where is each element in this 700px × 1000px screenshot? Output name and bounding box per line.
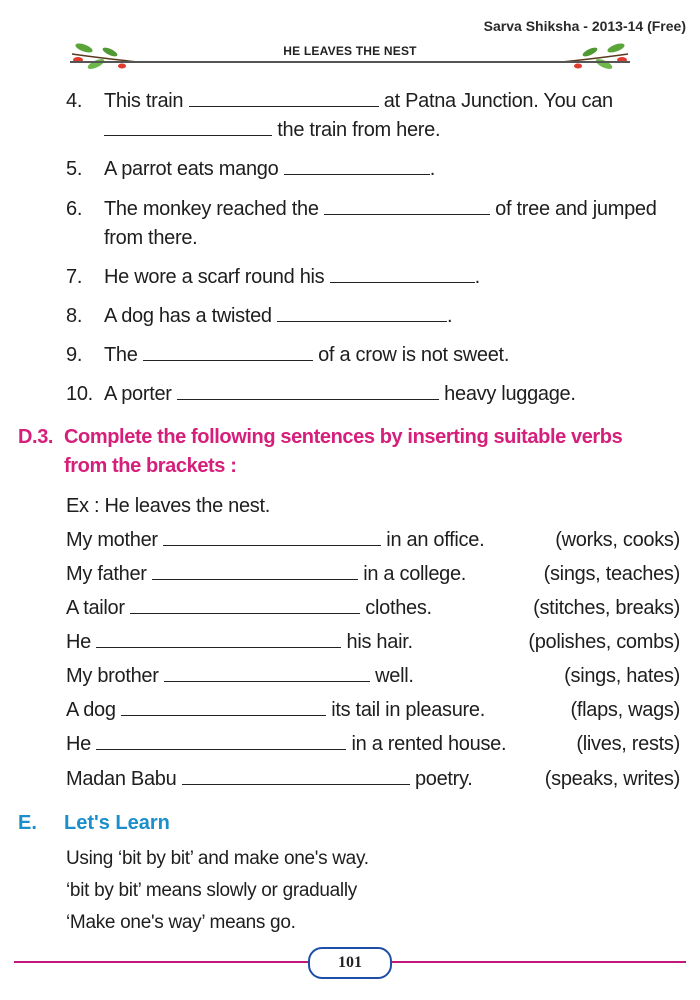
- answer-blank[interactable]: [164, 664, 370, 682]
- section-e-heading: E. Let's Learn: [18, 812, 170, 834]
- verb-row: A tailor clothes. (stitches, breaks): [66, 597, 680, 619]
- question-7: 7. He wore a scarf round his .: [66, 266, 480, 288]
- question-9: 9. The of a crow is not sweet.: [66, 344, 510, 366]
- verb-row: Madan Babu poetry. (speaks, writes): [66, 768, 680, 790]
- question-8: 8. A dog has a twisted .: [66, 305, 453, 327]
- answer-blank[interactable]: [163, 528, 381, 546]
- answer-blank[interactable]: [96, 630, 341, 648]
- answer-blank[interactable]: [96, 732, 346, 750]
- verb-row: He in a rented house. (lives, rests): [66, 733, 680, 755]
- chapter-title: HE LEAVES THE NEST: [283, 44, 417, 58]
- answer-blank[interactable]: [182, 767, 410, 785]
- book-series-header: Sarva Shiksha - 2013-14 (Free): [483, 18, 686, 34]
- answer-blank[interactable]: [330, 265, 475, 283]
- question-6: 6. The monkey reached the of tree and jumped from there.: [66, 198, 657, 249]
- answer-blank[interactable]: [284, 157, 430, 175]
- verb-row: My brother well. (sings, hates): [66, 665, 680, 687]
- page-number: 101: [308, 947, 392, 979]
- verb-row: A dog its tail in pleasure. (flaps, wags): [66, 699, 680, 721]
- verb-row: My mother in an office. (works, cooks): [66, 529, 680, 551]
- answer-blank[interactable]: [143, 343, 313, 361]
- answer-blank[interactable]: [189, 89, 379, 107]
- learn-line: ‘Make one's way’ means go.: [66, 912, 296, 933]
- header-rule: [70, 61, 630, 63]
- answer-blank[interactable]: [121, 698, 326, 716]
- question-10: 10. A porter heavy luggage.: [66, 383, 576, 405]
- answer-blank[interactable]: [130, 596, 360, 614]
- learn-line: Using ‘bit by bit’ and make one's way.: [66, 848, 369, 869]
- section-d3-heading: D.3. Complete the following sentences by inserting suitable verbs from the brackets :: [18, 426, 623, 477]
- learn-line: ‘bit by bit’ means slowly or gradually: [66, 880, 357, 901]
- question-4: 4. This train at Patna Junction. You can the train from here.: [66, 90, 613, 141]
- footer-rule-left: [14, 961, 310, 963]
- footer-rule-right: [386, 961, 686, 963]
- verb-row: My father in a college. (sings, teaches): [66, 563, 680, 585]
- answer-blank[interactable]: [152, 562, 358, 580]
- answer-blank[interactable]: [324, 197, 490, 215]
- answer-blank[interactable]: [104, 118, 272, 136]
- question-5: 5. A parrot eats mango .: [66, 158, 435, 180]
- vine-ornament-right-icon: [560, 40, 630, 72]
- example-sentence: Ex : He leaves the nest.: [66, 495, 271, 517]
- verb-row: He his hair. (polishes, combs): [66, 631, 680, 653]
- answer-blank[interactable]: [277, 304, 447, 322]
- answer-blank[interactable]: [177, 382, 439, 400]
